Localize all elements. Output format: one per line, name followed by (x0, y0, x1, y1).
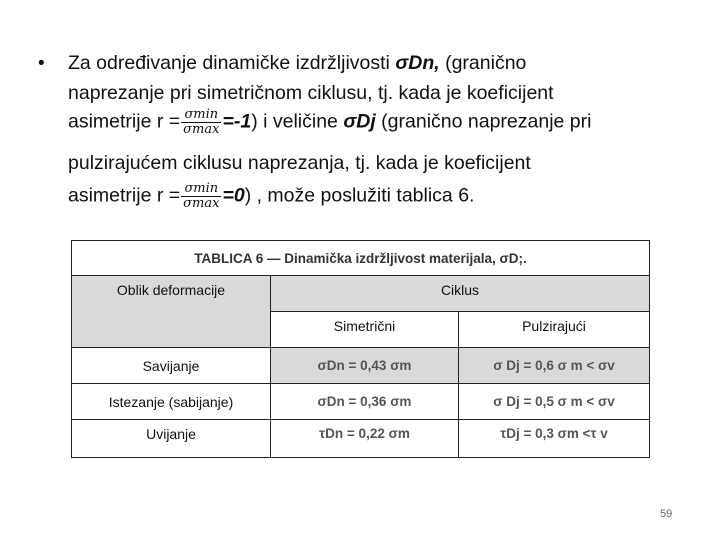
symmetric-value: σDn = 0,43 σm (271, 348, 459, 384)
text-line-1: Za određivanje dinamičke izdržljivosti σDn, (granično (68, 52, 527, 74)
table-row (72, 384, 650, 420)
col-header-deformation: Oblik deformacije (72, 276, 271, 348)
pulsating-value: σ Dj = 0,6 σ m < σv (459, 348, 650, 384)
table-header-row (72, 276, 650, 312)
row-label: Savijanje (72, 348, 271, 384)
sigma-dn-term: σDn, (395, 52, 440, 74)
table-row (72, 348, 650, 384)
page-number: 59 (660, 508, 673, 520)
ratio-fraction: $\frac{\sigma\min}{\sigma\max}$ (183, 107, 220, 137)
table-title-row (72, 241, 650, 276)
text-line-3: asimetrije r = $\frac{\sigma\min}{\sigma\max}$ =-1) i veličine σDj (granično naprezanje pri (68, 107, 592, 137)
bullet-marker: • (38, 53, 45, 74)
symmetric-value: σDn = 0,36 σm (271, 384, 459, 420)
table-row (72, 420, 650, 458)
row-label: Istezanje (sabijanje) (72, 384, 271, 420)
table-title: TABLICA 6 — Dinamička izdržljivost materijala, σD;. (72, 241, 650, 276)
subheader-symmetric: Simetrični (271, 312, 459, 348)
row-label: Uvijanje (72, 420, 271, 458)
text-line-5: asimetrije r = $\frac{\sigma\min}{\sigma\max}$ =0) , može poslužiti tablica 6. (68, 181, 475, 211)
text-line-4: pulzirajućem ciklusu naprezanja, tj. kada je koeficijent (68, 152, 531, 174)
symmetric-value: τDn = 0,22 σm (271, 420, 459, 458)
subheader-pulsating: Pulzirajući (459, 312, 650, 348)
sigma-dj-term: σDj (343, 110, 376, 133)
pulsating-value: σ Dj = 0,5 σ m < σv (459, 384, 650, 420)
col-header-cycle: Ciklus (271, 276, 650, 312)
ratio-fraction: $\frac{\sigma\min}{\sigma\max}$ (183, 181, 220, 211)
pulsating-value: τDj = 0,3 σm <τ v (459, 420, 650, 458)
text-line-2: naprezanje pri simetričnom ciklusu, tj. kada je koeficijent (68, 82, 554, 104)
dynamic-strength-table (71, 240, 650, 458)
